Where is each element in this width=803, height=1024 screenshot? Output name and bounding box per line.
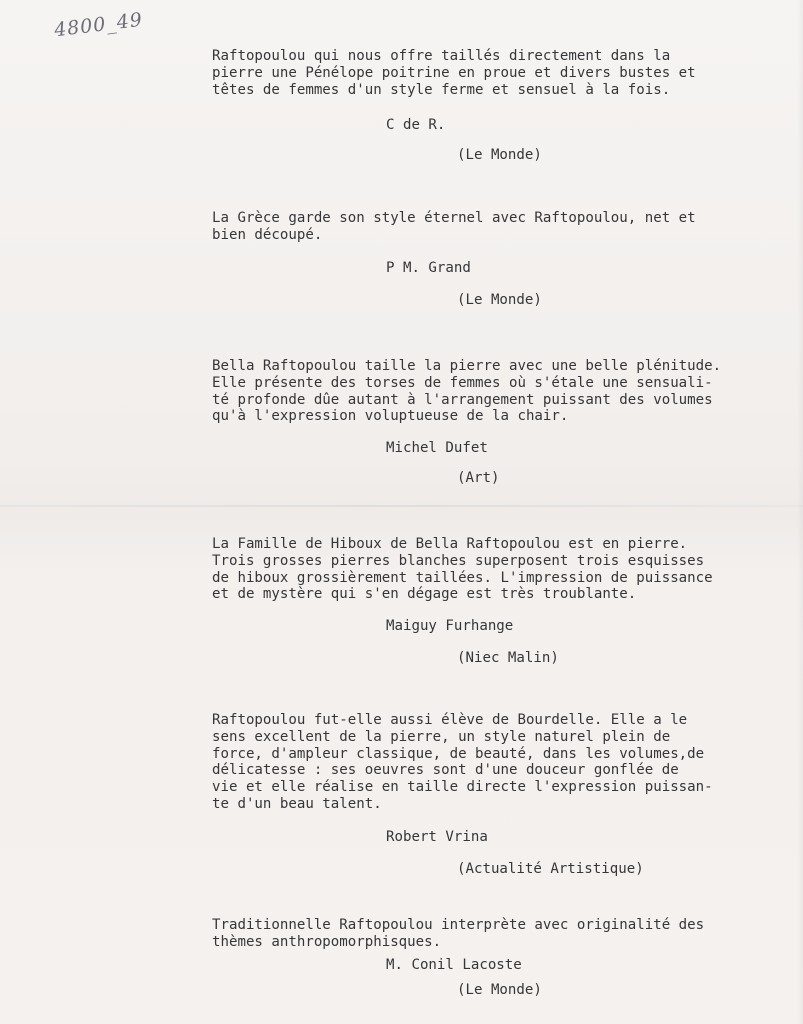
quote-source: (Art) (457, 470, 500, 486)
quote-source: (Le Monde) (457, 147, 542, 163)
quote-source: (Le Monde) (457, 292, 542, 308)
quote-text: La Famille de Hiboux de Bella Raftopoulou est en pierre. Trois grosses pierres blanches superposent trois esquisses de hiboux grossièrement taillées. L'impression de puissance et de mystère qui s'en dégage est très troublante. (212, 536, 713, 603)
quote-author: Robert Vrina (386, 829, 488, 845)
quote-author: M. Conil Lacoste (386, 957, 522, 973)
quote-text: Raftopoulou qui nous offre taillés directement dans la pierre une Pénélope poitrine en proue et divers bustes et têtes de femmes d'un style ferme et sensuel à la fois. (212, 48, 696, 98)
paper-edge-shadow (797, 0, 803, 1024)
handwritten-annotation: 4800_49 (52, 8, 145, 42)
quote-text: Raftopoulou fut-elle aussi élève de Bourdelle. Elle a le sens excellent de la pierre, un style naturel plein de force, d'ampleur classique, de beauté, dans les volumes,de délicatesse : ses oeuvres sont d'une douceur gonflée de vie et elle réalise en taille directe l'expression puissan- te d'un beau talent. (212, 712, 713, 812)
quote-author: P M. Grand (386, 260, 471, 276)
quote-source: (Le Monde) (457, 982, 542, 998)
quote-author: C de R. (386, 117, 446, 133)
quote-text: Traditionnelle Raftopoulou interprète avec originalité des thèmes anthropomorphisques. (212, 917, 705, 950)
quote-text: La Grèce garde son style éternel avec Raftopoulou, net et bien découpé. (212, 210, 696, 243)
paper-fold-line (0, 505, 803, 507)
quote-author: Michel Dufet (386, 440, 488, 456)
quote-author: Maiguy Furhange (386, 618, 514, 634)
quote-source: (Actualité Artistique) (457, 861, 644, 877)
quote-source: (Niec Malin) (457, 650, 559, 666)
quote-text: Bella Raftopoulou taille la pierre avec une belle plénitude. Elle présente des torses de femmes où s'étale une sensuali- té profonde dûe autant à l'arrangement puissant des volumes qu'à l'expression voluptueuse de la chair. (212, 358, 722, 425)
